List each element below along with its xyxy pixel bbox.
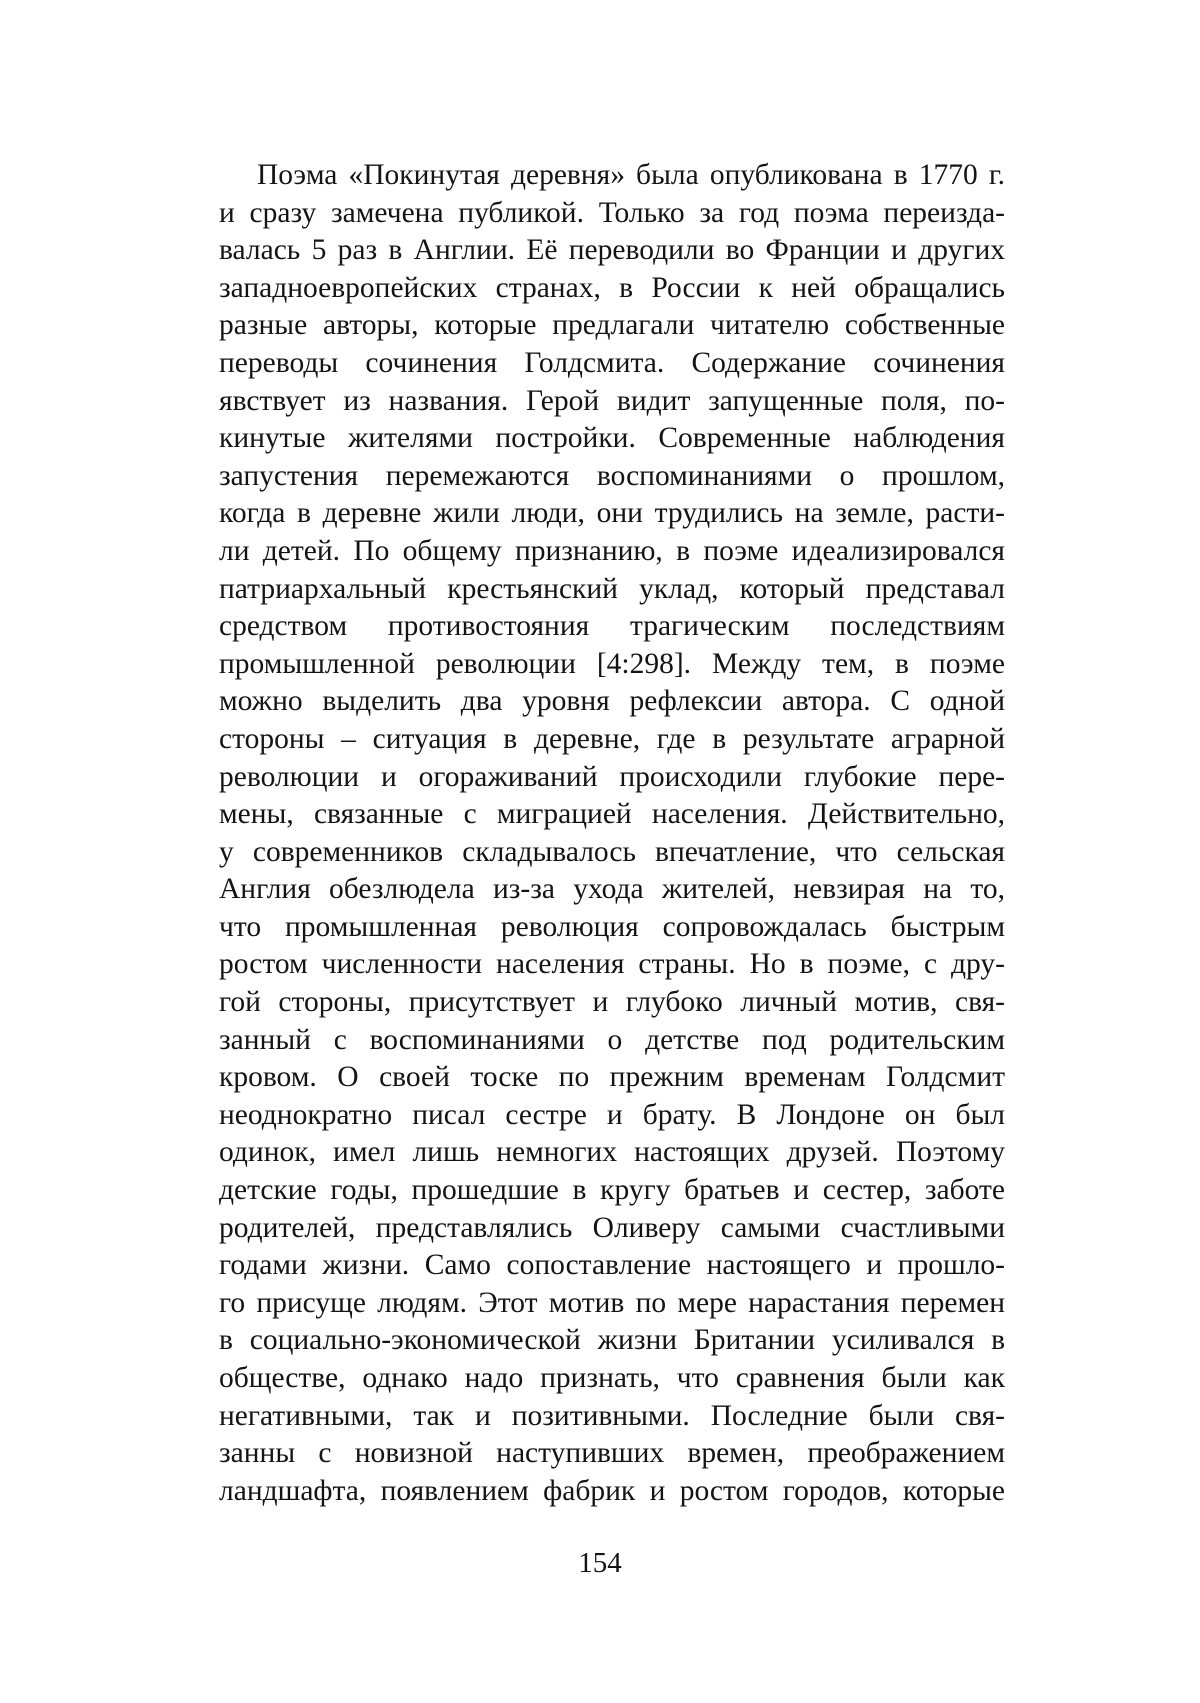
- text-line: средством противостояния трагическим последствиям: [219, 610, 1005, 643]
- text-line: детские годы, прошедшие в кругу братьев и сестер, заботе: [219, 1174, 1005, 1207]
- body-text: [219, 157, 1005, 1510]
- text-line: годами жизни. Само сопоставление настоящего и прошло-: [219, 1249, 1005, 1282]
- text-line: стороны – ситуация в деревне, где в результате аграрной: [219, 722, 1005, 755]
- text-line: Поэма «Покинутая деревня» была опубликована в 1770 г.: [257, 159, 1005, 191]
- text-line: у современников складывалось впечатление, что сельская: [219, 835, 1005, 868]
- text-line: ландшафта, появлением фабрик и ростом городов, которые: [219, 1474, 1005, 1507]
- text-line: западноевропейских странах, в России к ней обращались: [219, 271, 1005, 304]
- text-line: занный с воспоминаниями о детстве под родительским: [219, 1023, 1005, 1056]
- text-line: Англия обезлюдела из-за ухода жителей, невзирая на то,: [219, 873, 1005, 906]
- text-line: кровом. О своей тоске по прежним временам Голдсмит: [219, 1061, 1005, 1094]
- text-line: мены, связанные с миграцией населения. Действительно,: [219, 798, 1005, 831]
- text-line: промышленной революции [4:298]. Между тем, в поэме: [219, 647, 1005, 680]
- text-line: кинутые жителями постройки. Современные наблюдения: [219, 422, 1005, 455]
- text-line: обществе, однако надо признать, что сравнения были как: [219, 1362, 1005, 1394]
- page-number: 154: [578, 1547, 622, 1579]
- text-line: разные авторы, которые предлагали читателю собственные: [219, 309, 1005, 342]
- text-line: и сразу замечена публикой. Только за год поэма переизда-: [219, 196, 1005, 229]
- text-line: переводы сочинения Голдсмита. Содержание сочинения: [219, 346, 1005, 379]
- text-line: занны с новизной наступивших времен, преображением: [219, 1437, 1005, 1470]
- text-line: валась 5 раз в Англии. Её переводили во Франции и других: [219, 234, 1005, 267]
- text-line: революции и огораживаний происходили глубокие пере-: [219, 760, 1005, 793]
- text-line: негативными, так и позитивными. Последние были свя-: [219, 1399, 1005, 1432]
- text-line: патриархальный крестьянский уклад, который представал: [219, 572, 1005, 605]
- text-line: одинок, имел лишь немногих настоящих друзей. Поэтому: [219, 1136, 1005, 1169]
- text-line: когда в деревне жили люди, они трудились на земле, расти-: [219, 497, 1005, 530]
- text-line: в социально-экономической жизни Британии усиливался в: [219, 1324, 1005, 1357]
- text-line: ростом численности населения страны. Но в поэме, с дру-: [219, 948, 1005, 981]
- text-line: запустения перемежаются воспоминаниями о прошлом,: [219, 459, 1005, 492]
- text-line: неоднократно писал сестре и брату. В Лондоне он был: [219, 1098, 1005, 1131]
- text-line: ли детей. По общему признанию, в поэме идеализировался: [219, 534, 1005, 567]
- text-line: можно выделить два уровня рефлексии автора. С одной: [219, 685, 1005, 718]
- text-line: явствует из названия. Герой видит запущенные поля, по-: [219, 384, 1005, 417]
- text-line: что промышленная революция сопровождалась быстрым: [219, 910, 1005, 943]
- text-line: родителей, представлялись Оливеру самыми счастливыми: [219, 1211, 1005, 1244]
- text-line: го присуще людям. Этот мотив по мере нарастания перемен: [219, 1286, 1005, 1319]
- text-line: гой стороны, присутствует и глубоко личный мотив, свя-: [219, 986, 1005, 1019]
